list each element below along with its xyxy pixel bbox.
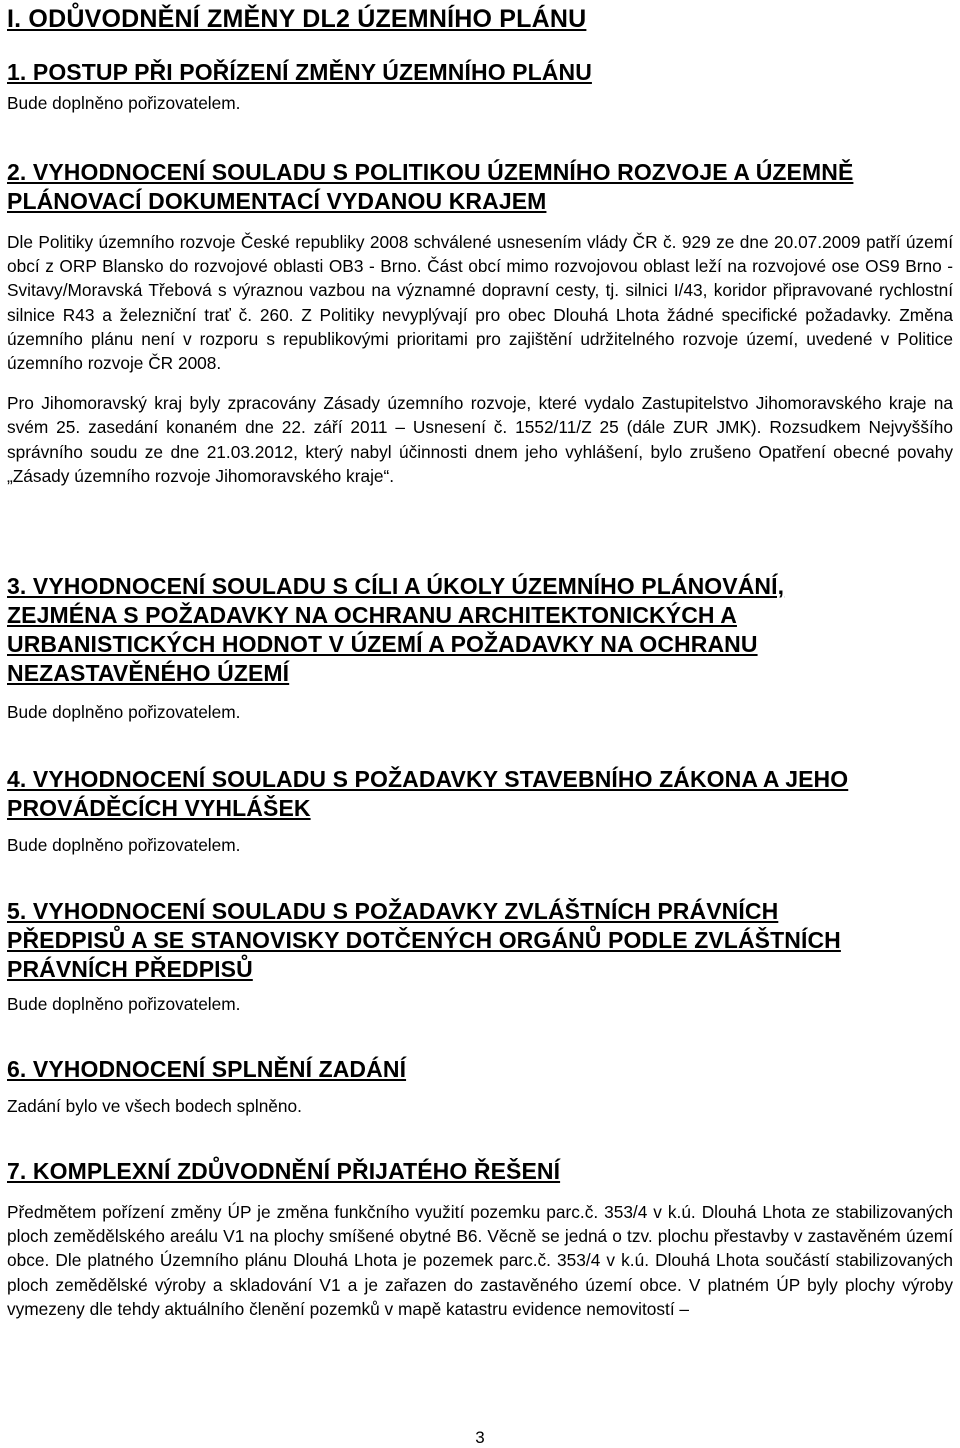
section-heading xyxy=(7,1157,953,1186)
section-4 xyxy=(7,765,953,857)
section-heading-line: NEZASTAVĚNÉHO ÚZEMÍ xyxy=(7,660,290,686)
section-heading-line: PŘEDPISŮ A SE STANOVISKY DOTČENÝCH ORGÁNŮ PODLE ZVLÁŠTNÍCH xyxy=(7,927,841,953)
section-heading-line: URBANISTICKÝCH HODNOT V ÚZEMÍ A POŽADAVKY NA OCHRANU xyxy=(7,631,758,657)
paragraph: Zadání bylo ve všech bodech splněno. xyxy=(7,1096,302,1116)
section-7 xyxy=(7,1157,953,1321)
section-1 xyxy=(7,58,953,115)
section-heading-line: PLÁNOVACÍ DOKUMENTACÍ VYDANOU KRAJEM xyxy=(7,188,547,214)
paragraph: Pro Jihomoravský kraj byly zpracovány Zásady územního rozvoje, které vydalo Zastupitelstvo Jihomoravského kraje na svém 25. zasedání konaném dne 22. září 2011 – Usnesení č. 1552/11/Z 25 (dále ZUR JMK). Rozsudkem Nejvyššího správního soudu ze dne 21.03.2012, který nabyl účinnosti dnem jeho vyhlášení, bylo zrušeno Opatření obecné povahy „Zásady územního rozvoje Jihomoravského kraje“. xyxy=(7,393,953,486)
section-heading-line: 7. KOMPLEXNÍ ZDŮVODNĚNÍ PŘIJATÉHO ŘEŠENÍ xyxy=(7,1158,561,1184)
section-heading-line: PROVÁDĚCÍCH VYHLÁŠEK xyxy=(7,795,311,821)
section-heading xyxy=(7,1055,953,1084)
page-number: 3 xyxy=(475,1428,485,1447)
section-heading-line: 3. VYHODNOCENÍ SOULADU S CÍLI A ÚKOLY ÚZEMNÍHO PLÁNOVÁNÍ, xyxy=(7,573,785,599)
main-heading: I. ODŮVODNĚNÍ ZMĚNY DL2 ÚZEMNÍHO PLÁNU xyxy=(7,5,587,33)
paragraph: Bude doplněno pořizovatelem. xyxy=(7,994,241,1014)
section-heading-line: PRÁVNÍCH PŘEDPISŮ xyxy=(7,956,253,982)
section-heading xyxy=(7,158,953,216)
paragraph: Bude doplněno pořizovatelem. xyxy=(7,835,241,855)
paragraph: Předmětem pořízení změny ÚP je změna funkčního využití pozemku parc.č. 353/4 v k.ú. Dlouhá Lhota ze stabilizovaných ploch zemědělského areálu V1 na plochy smíšené obytné B6. Věcně se jedná o tzv. plochu přestavby v zastavěném území obce. Dle platného Územního plánu Dlouhá Lhota je pozemek parc.č. 353/4 v k.ú. Dlouhá Lhota součástí stabilizovaných ploch zemědělské výroby a skladování V1 a je zařazen do zastavěného území obce. V platném ÚP byly plochy výroby vymezeny dle tehdy aktuálního členění pozemků v mapě katastru evidence nemovitostí – xyxy=(7,1202,953,1319)
document-page xyxy=(7,0,953,1319)
section-5 xyxy=(7,897,953,1016)
section-2 xyxy=(7,158,953,488)
paragraph: Bude doplněno pořizovatelem. xyxy=(7,93,241,113)
paragraph: Bude doplněno pořizovatelem. xyxy=(7,702,241,722)
section-heading-line: 4. VYHODNOCENÍ SOULADU S POŽADAVKY STAVEBNÍHO ZÁKONA A JEHO xyxy=(7,766,849,792)
section-heading xyxy=(7,765,953,823)
section-heading xyxy=(7,897,953,984)
section-6 xyxy=(7,1055,953,1118)
section-heading xyxy=(7,572,953,688)
section-heading-line: ZEJMÉNA S POŽADAVKY NA OCHRANU ARCHITEKTONICKÝCH A xyxy=(7,602,737,628)
section-heading-line: 1. POSTUP PŘI POŘÍZENÍ ZMĚNY ÚZEMNÍHO PLÁNU xyxy=(7,59,592,85)
section-heading-line: 5. VYHODNOCENÍ SOULADU S POŽADAVKY ZVLÁŠTNÍCH PRÁVNÍCH xyxy=(7,898,779,924)
section-3 xyxy=(7,572,953,724)
section-heading-line: 2. VYHODNOCENÍ SOULADU S POLITIKOU ÚZEMNÍHO ROZVOJE A ÚZEMNĚ xyxy=(7,159,854,185)
paragraph: Dle Politiky územního rozvoje České republiky 2008 schválené usnesením vlády ČR č. 929 ze dne 20.07.2009 patří území obcí z ORP Blansko do rozvojové oblasti OB3 - Brno. Část obcí mimo rozvojovou oblast leží na rozvojové ose OS9 Brno - Svitavy/Moravská Třebová s výraznou vazbou na významné dopravní cesty, tj. silnici I/43, koridor připravované rychlostní silnice R43 a železniční trať č. 260. Z Politiky nevyplývají pro obec Dlouhá Lhota žádné specifické požadavky. Změna územního plánu není v rozporu s republikovými prioritami pro zajištění udržitelného rozvoje území, uvedené v Politice územního rozvoje ČR 2008. xyxy=(7,232,953,374)
section-heading-line: 6. VYHODNOCENÍ SPLNĚNÍ ZADÁNÍ xyxy=(7,1056,407,1082)
section-heading xyxy=(7,58,953,87)
